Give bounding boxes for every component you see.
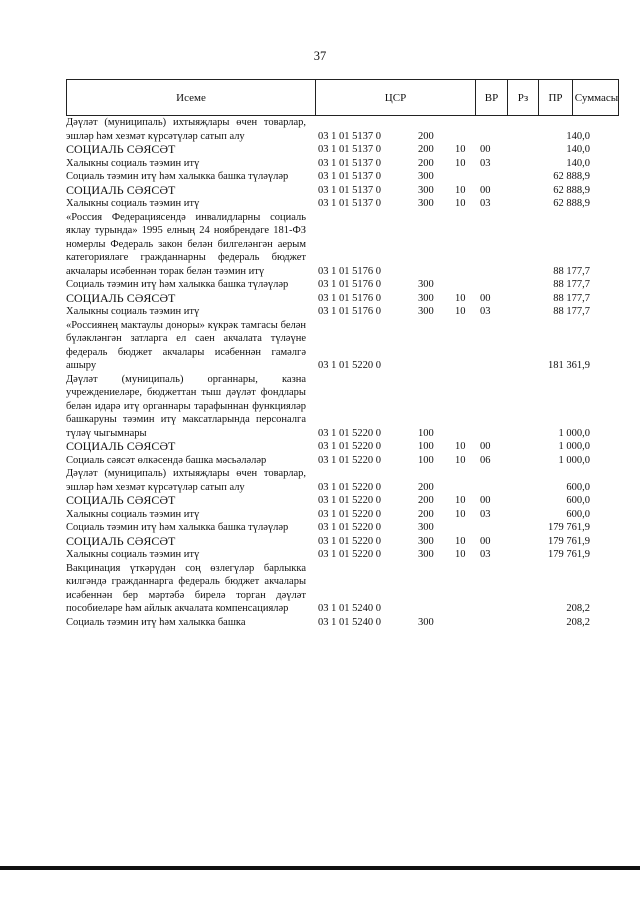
row-amount: 179 761,9 (548, 535, 590, 547)
row-name: Дәүләт (муниципаль) ихтыяҗлары өчен товарлар, эшләр һәм хезмәт күрсәтүләр сатып алу (66, 117, 306, 142)
table-row (66, 373, 626, 441)
row-amount: 600,0 (566, 508, 590, 520)
header-rz: Рз (507, 80, 538, 115)
row-name: СОЦИАЛЬ СӘЯСӘТ (66, 439, 176, 453)
row-csr: 03 1 01 5220 0 (318, 495, 381, 506)
row-csr: 03 1 01 5220 0 (318, 508, 381, 520)
row-amount: 88 177,7 (553, 279, 590, 290)
row-csr: 03 1 01 5220 0 (318, 360, 381, 371)
row-values (66, 602, 626, 616)
row-rz: 10 (455, 454, 466, 466)
row-csr: 03 1 01 5220 0 (318, 549, 381, 560)
row-rz: 10 (455, 198, 466, 209)
row-csr: 03 1 01 5220 0 (318, 427, 381, 439)
header-sum: Суммасы (572, 80, 620, 115)
table-row (66, 562, 626, 616)
row-name: СОЦИАЛЬ СӘЯСӘТ (66, 290, 176, 305)
row-name: СОЦИАЛЬ СӘЯСӘТ (66, 182, 176, 197)
row-values (66, 481, 626, 495)
row-csr: 03 1 01 5176 0 (318, 265, 381, 277)
row-values (66, 440, 626, 454)
row-vr: 300 (418, 292, 434, 304)
header-pr: ПР (538, 80, 572, 115)
row-name: Социаль тәэмин итү һәм халыкка башка түләүләр (66, 171, 289, 182)
row-amount: 1 000,0 (558, 427, 590, 439)
row-values (66, 278, 626, 292)
row-rz: 10 (455, 535, 466, 547)
table-row (66, 454, 626, 468)
row-rz: 10 (455, 441, 466, 452)
row-values (66, 143, 626, 157)
row-pr: 03 (480, 549, 491, 560)
table-row (66, 467, 626, 494)
row-vr: 200 (418, 508, 434, 520)
row-rz: 10 (455, 184, 466, 196)
table-row (66, 616, 626, 630)
row-csr: 03 1 01 5220 0 (318, 454, 381, 466)
table-row (66, 184, 626, 198)
row-csr: 03 1 01 5220 0 (318, 535, 381, 547)
table-row (66, 305, 626, 319)
row-csr: 03 1 01 5220 0 (318, 441, 381, 452)
row-name: Халыкны социаль тәэмин итү (66, 157, 200, 169)
row-csr: 03 1 01 5137 0 (318, 144, 381, 155)
table-row (66, 508, 626, 522)
row-pr: 00 (480, 144, 491, 155)
table-row (66, 535, 626, 549)
row-name: «Россиянең мактаулы доноры» күкрәк тамгасы белән бүләкләнгән затларга ел саен акчалата түләүне федераль бюджет акчалары исәбеннән гамәлгә ашыру (66, 319, 306, 371)
row-rz: 10 (455, 549, 466, 560)
row-csr: 03 1 01 5240 0 (318, 603, 381, 614)
row-values (66, 616, 626, 630)
row-rz: 10 (455, 306, 466, 317)
row-pr: 03 (480, 198, 491, 209)
row-amount: 62 888,9 (553, 198, 590, 209)
row-vr: 200 (418, 130, 434, 142)
row-rz: 10 (455, 157, 466, 169)
row-csr: 03 1 01 5137 0 (318, 130, 381, 142)
row-amount: 1 000,0 (558, 454, 590, 466)
row-values (66, 184, 626, 198)
row-rz: 10 (455, 292, 466, 304)
row-rz: 10 (455, 144, 466, 155)
row-amount: 179 761,9 (548, 549, 590, 560)
row-csr: 03 1 01 5240 0 (318, 616, 381, 628)
row-csr: 03 1 01 5176 0 (318, 279, 381, 290)
row-amount: 208,2 (566, 603, 590, 614)
table-row (66, 440, 626, 454)
header-name: Исеме (176, 91, 206, 104)
row-name: Халыкны социаль тәэмин итү (66, 198, 200, 209)
table-row (66, 211, 626, 279)
row-amount: 181 361,9 (548, 360, 590, 371)
table-row (66, 292, 626, 306)
row-vr: 100 (418, 427, 434, 439)
row-name: СОЦИАЛЬ СӘЯСӘТ (66, 493, 176, 507)
row-vr: 300 (418, 279, 434, 290)
table-row (66, 278, 626, 292)
row-values (66, 359, 626, 373)
row-amount: 179 761,9 (548, 522, 590, 533)
row-amount: 88 177,7 (553, 265, 590, 277)
row-csr: 03 1 01 5137 0 (318, 184, 381, 196)
table-row (66, 494, 626, 508)
row-name: Социаль тәэмин итү һәм халыкка башка (66, 616, 246, 628)
row-vr: 300 (418, 198, 434, 209)
row-name: СОЦИАЛЬ СӘЯСӘТ (66, 533, 176, 548)
row-values (66, 197, 626, 211)
row-vr: 100 (418, 454, 434, 466)
row-rz: 10 (455, 495, 466, 506)
row-pr: 00 (480, 535, 491, 547)
row-amount: 1 000,0 (558, 441, 590, 452)
table-row (66, 548, 626, 562)
row-name: Халыкны социаль тәэмин итү (66, 508, 200, 520)
row-values (66, 521, 626, 535)
row-name: Социаль тәэмин итү һәм халыкка башка түләүләр (66, 279, 289, 290)
table-row (66, 116, 626, 143)
row-name: Халыкны социаль тәэмин итү (66, 549, 200, 560)
row-csr: 03 1 01 5137 0 (318, 171, 381, 182)
row-amount: 208,2 (566, 616, 590, 628)
row-name: Дәүләт (муниципаль) ихтыяҗлары өчен товарлар, эшләр һәм хезмәт күрсәтүләр сатып алу (66, 468, 306, 493)
row-vr: 300 (418, 535, 434, 547)
row-amount: 62 888,9 (553, 171, 590, 182)
row-vr: 300 (418, 549, 434, 560)
row-vr: 300 (418, 306, 434, 317)
row-amount: 600,0 (566, 481, 590, 493)
row-vr: 300 (418, 616, 434, 628)
row-name: Халыкны социаль тәэмин итү (66, 306, 200, 317)
row-pr: 03 (480, 157, 491, 169)
table-body (66, 116, 626, 629)
row-vr: 200 (418, 495, 434, 506)
row-name: Вакцинация үткәрүдән соң өзлегүләр барлыкка килгәндә гражданнарга федераль бюджет акчалары исәбеннән бер мәртәбә бирелә торган дәүләт пособиеләре һәм айлык акчалата компенсацияләр (66, 562, 306, 614)
row-pr: 00 (480, 495, 491, 506)
row-vr: 200 (418, 481, 434, 493)
row-rz: 10 (455, 508, 466, 520)
row-vr: 300 (418, 522, 434, 533)
row-values (66, 292, 626, 306)
row-name: Дәүләт (муниципаль) органнары, казна учреждениеләре, бюджеттан тыш дәүләт фондлары белән идарә итү органнары тарафыннан функцияләр башкаруны тәэмин итү максатларында персоналга түләү чыгымнары (66, 373, 306, 439)
page-number: 37 (313, 49, 327, 63)
row-csr: 03 1 01 5137 0 (318, 157, 381, 169)
row-name: Социаль тәэмин итү һәм халыкка башка түләүләр (66, 522, 289, 533)
header-vr: ВР (475, 80, 507, 115)
table-row (66, 170, 626, 184)
row-vr: 200 (418, 144, 434, 155)
row-csr: 03 1 01 5176 0 (318, 306, 381, 317)
table-row (66, 521, 626, 535)
row-vr: 100 (418, 441, 434, 452)
table-row (66, 143, 626, 157)
row-amount: 62 888,9 (553, 184, 590, 196)
row-values (66, 535, 626, 549)
row-vr: 300 (418, 184, 434, 196)
row-name: «Россия Федерациясендә инвалидларны социаль яклау турында» 1995 елның 24 ноябрендәге 181-ФЗ номерлы Федераль закон белән билгеләнгән аерым категорияләге гражданнарны федераль бюджет акчалары исәбеннән торак белән тәэмин итү (66, 211, 306, 277)
page-bottom-rule (0, 866, 640, 870)
row-csr: 03 1 01 5176 0 (318, 292, 381, 304)
row-values (66, 130, 626, 144)
row-name: Социаль сәясәт өлкәсендә башка мәсьәләләр (66, 454, 267, 466)
table-row (66, 157, 626, 171)
table-row (66, 319, 626, 373)
table-row (66, 197, 626, 211)
row-amount: 140,0 (566, 144, 590, 155)
row-values (66, 427, 626, 441)
row-values (66, 157, 626, 171)
row-pr: 00 (480, 441, 491, 452)
row-pr: 03 (480, 306, 491, 317)
row-vr: 300 (418, 171, 434, 182)
row-vr: 200 (418, 157, 434, 169)
row-values (66, 265, 626, 279)
row-values (66, 305, 626, 319)
row-pr: 00 (480, 184, 491, 196)
row-amount: 600,0 (566, 495, 590, 506)
row-amount: 88 177,7 (553, 292, 590, 304)
row-values (66, 454, 626, 468)
row-values (66, 508, 626, 522)
row-pr: 03 (480, 508, 491, 520)
header-csr: ЦСР (315, 80, 475, 115)
row-csr: 03 1 01 5137 0 (318, 198, 381, 209)
table-header (66, 79, 619, 116)
row-csr: 03 1 01 5220 0 (318, 481, 381, 493)
row-csr: 03 1 01 5220 0 (318, 522, 381, 533)
row-amount: 88 177,7 (553, 306, 590, 317)
row-values (66, 548, 626, 562)
row-pr: 00 (480, 292, 491, 304)
row-amount: 140,0 (566, 130, 590, 142)
row-amount: 140,0 (566, 157, 590, 169)
row-values (66, 170, 626, 184)
row-name: СОЦИАЛЬ СӘЯСӘТ (66, 142, 176, 156)
row-pr: 06 (480, 454, 491, 466)
row-values (66, 494, 626, 508)
